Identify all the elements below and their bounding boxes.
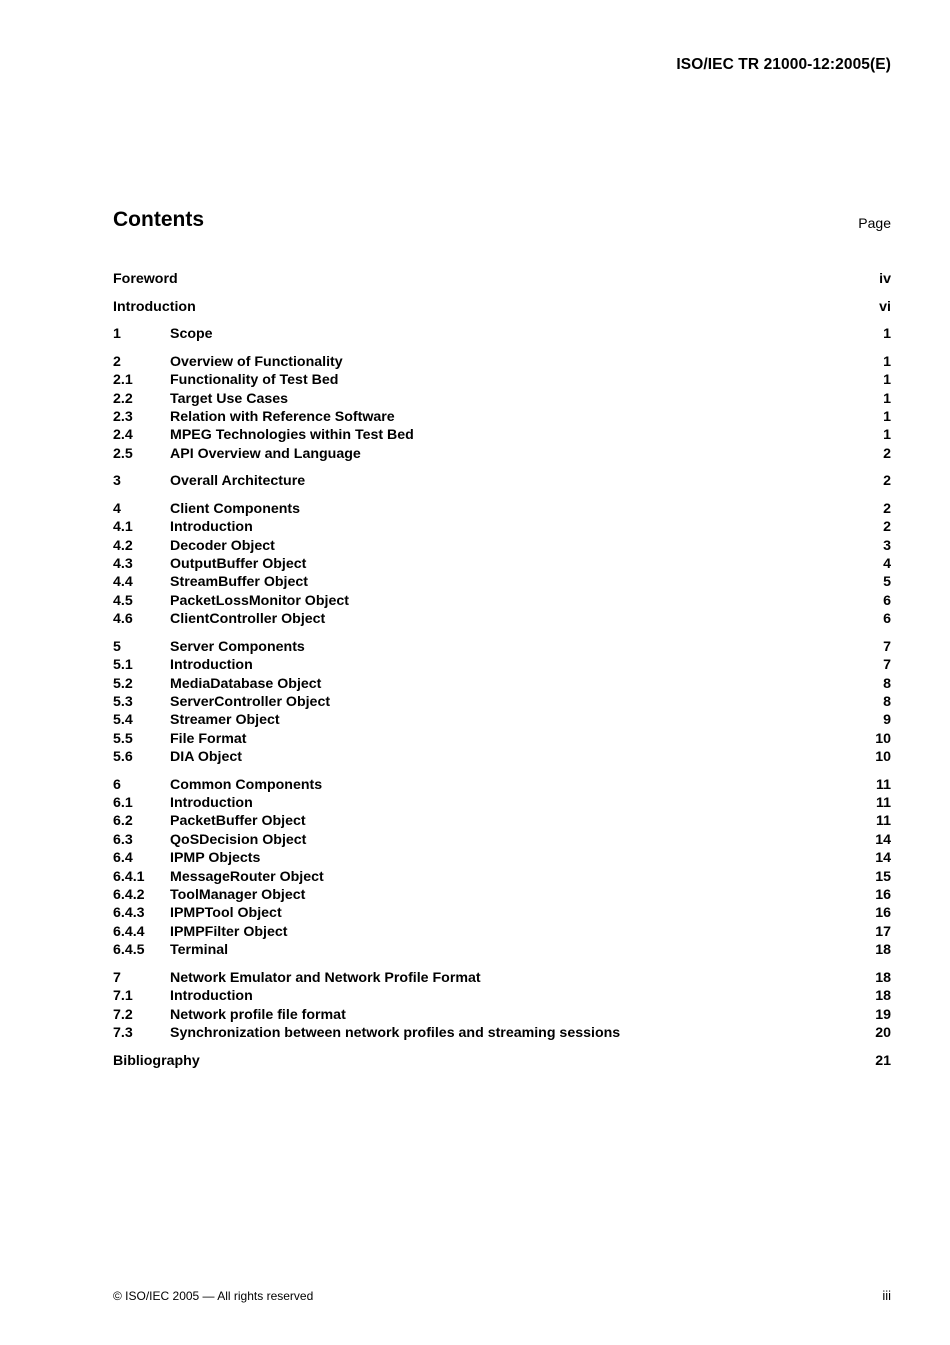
toc-entry-page: 2 xyxy=(883,519,891,536)
toc-entry[interactable] xyxy=(113,472,891,490)
toc-entry-number: 5 xyxy=(113,638,121,655)
toc-entry[interactable] xyxy=(113,675,891,693)
toc-entry[interactable] xyxy=(113,270,891,288)
toc-entry-title: Network profile file format xyxy=(170,1006,346,1023)
toc-entry-number: 5.2 xyxy=(113,675,133,692)
table-of-contents xyxy=(113,270,891,1070)
toc-entry-title: PacketLossMonitor Object xyxy=(170,592,349,609)
toc-entry-page: 11 xyxy=(876,813,891,830)
toc-entry-title: IPMPFilter Object xyxy=(170,923,288,940)
toc-entry-page: 18 xyxy=(875,988,891,1005)
toc-entry-title: API Overview and Language xyxy=(170,445,361,462)
toc-entry-number: 7.2 xyxy=(113,1006,133,1023)
toc-entry-title: MessageRouter Object xyxy=(170,868,324,885)
toc-entry-title: Network Emulator and Network Profile Format xyxy=(170,969,481,986)
toc-entry-title: Common Components xyxy=(170,776,323,793)
toc-entry[interactable] xyxy=(113,1024,891,1042)
toc-entry[interactable] xyxy=(113,831,891,849)
toc-entry-number: 4.1 xyxy=(113,519,133,536)
toc-entry[interactable] xyxy=(113,969,891,987)
toc-entry-page: 18 xyxy=(875,942,891,959)
toc-entry[interactable] xyxy=(113,610,891,628)
toc-entry-title: Introduction xyxy=(170,988,253,1005)
toc-entry-title: ToolManager Object xyxy=(170,887,306,904)
toc-entry-title: Terminal xyxy=(170,942,229,959)
toc-entry-page: 1 xyxy=(883,326,891,343)
toc-entry[interactable] xyxy=(113,390,891,408)
toc-entry[interactable] xyxy=(113,426,891,444)
toc-entry-title: Overall Architecture xyxy=(170,473,306,490)
toc-entry-title: Target Use Cases xyxy=(170,390,289,407)
footer-page-number: iii xyxy=(882,1288,891,1303)
toc-entry-title: Introduction xyxy=(170,795,253,812)
toc-entry-title: Relation with Reference Software xyxy=(170,408,395,425)
toc-entry-page: 2 xyxy=(883,445,891,462)
toc-entry[interactable] xyxy=(113,711,891,729)
toc-entry[interactable] xyxy=(113,923,891,941)
toc-entry-title: DIA Object xyxy=(170,749,242,766)
toc-entry-number: 5.3 xyxy=(113,693,133,710)
toc-entry-title: Overview of Functionality xyxy=(170,353,343,370)
toc-entry-page: 14 xyxy=(875,850,891,867)
toc-entry-title: Client Components xyxy=(170,500,301,517)
toc-entry-page: 7 xyxy=(883,657,891,674)
toc-entry[interactable] xyxy=(113,904,891,922)
toc-entry-title: StreamBuffer Object xyxy=(170,574,308,591)
toc-entry-page: 20 xyxy=(875,1024,891,1041)
toc-entry-page: 8 xyxy=(883,693,891,710)
toc-entry-number: 7 xyxy=(113,969,121,986)
toc-entry[interactable] xyxy=(113,537,891,555)
toc-entry-page: 16 xyxy=(875,887,891,904)
toc-entry-page: 21 xyxy=(875,1052,891,1069)
toc-entry-title: IPMP Objects xyxy=(170,850,261,867)
toc-entry-page: 1 xyxy=(883,372,891,389)
toc-entry-page: 18 xyxy=(875,969,891,986)
toc-entry[interactable] xyxy=(113,1052,891,1070)
toc-entry-page: 4 xyxy=(883,556,891,573)
toc-entry-page: 14 xyxy=(875,831,891,848)
toc-entry-page: iv xyxy=(879,271,891,287)
toc-entry-page: 10 xyxy=(875,749,891,766)
toc-entry-number: 5.4 xyxy=(113,712,133,729)
toc-entry[interactable] xyxy=(113,693,891,711)
toc-entry-number: 2.4 xyxy=(113,427,133,444)
toc-entry-number: 2.1 xyxy=(113,372,133,389)
toc-entry-title: Streamer Object xyxy=(170,712,280,729)
toc-entry-page: 5 xyxy=(883,574,891,591)
toc-entry-page: 17 xyxy=(875,923,891,940)
toc-entry-number: 4.6 xyxy=(113,611,133,628)
toc-entry-number: 2.5 xyxy=(113,445,133,462)
toc-entry-page: 9 xyxy=(883,712,891,729)
toc-entry-number: 7.1 xyxy=(113,988,133,1005)
toc-entry-number: 3 xyxy=(113,473,121,490)
toc-entry-title: Introduction xyxy=(170,519,253,536)
toc-entry[interactable] xyxy=(113,849,891,867)
footer-copyright: © ISO/IEC 2005 — All rights reserved xyxy=(113,1289,314,1303)
toc-entry-number: 5.5 xyxy=(113,730,133,747)
toc-entry-page: 16 xyxy=(875,905,891,922)
toc-entry-page: 15 xyxy=(875,868,891,885)
toc-entry[interactable] xyxy=(113,812,891,830)
toc-entry-page: 6 xyxy=(883,592,891,609)
toc-entry[interactable] xyxy=(113,353,891,371)
toc-entry-number: 1 xyxy=(113,326,121,343)
toc-entry-page: 19 xyxy=(875,1006,891,1023)
toc-entry[interactable] xyxy=(113,371,891,389)
toc-entry-number: 5.1 xyxy=(113,657,133,674)
toc-entry-title: File Format xyxy=(170,730,247,747)
toc-entry[interactable] xyxy=(113,518,891,536)
toc-entry-number: 4.5 xyxy=(113,592,133,609)
toc-entry-page: 8 xyxy=(883,675,891,692)
toc-entry-number: 6.4.2 xyxy=(113,887,145,904)
toc-entry-title: Introduction xyxy=(170,657,253,674)
toc-entry[interactable] xyxy=(113,408,891,426)
toc-entry[interactable] xyxy=(113,730,891,748)
toc-entry[interactable] xyxy=(113,941,891,959)
toc-entry-title: Bibliography xyxy=(113,1052,200,1069)
toc-entry-title: Foreword xyxy=(113,271,178,287)
toc-entry-number: 6.4.3 xyxy=(113,905,145,922)
toc-entry-number: 2.3 xyxy=(113,408,133,425)
toc-entry-number: 4.2 xyxy=(113,537,133,554)
toc-entry[interactable] xyxy=(113,638,891,656)
toc-entry-number: 6.2 xyxy=(113,813,133,830)
toc-entry[interactable] xyxy=(113,325,891,343)
toc-entry-number: 2 xyxy=(113,353,121,370)
toc-entry-page: 6 xyxy=(883,611,891,628)
toc-entry[interactable] xyxy=(113,1006,891,1024)
toc-entry-number: 6.1 xyxy=(113,795,133,812)
toc-entry[interactable] xyxy=(113,573,891,591)
toc-entry-page: 1 xyxy=(883,390,891,407)
document-identifier: ISO/IEC TR 21000-12:2005(E) xyxy=(676,56,891,73)
toc-entry[interactable] xyxy=(113,656,891,674)
toc-entry-number: 6.4 xyxy=(113,850,133,867)
toc-entry-number: 6.4.5 xyxy=(113,942,145,959)
toc-entry-number: 4.4 xyxy=(113,574,133,591)
toc-entry-page: 11 xyxy=(876,776,891,793)
toc-entry-number: 2.2 xyxy=(113,390,133,407)
toc-entry-title: IPMPTool Object xyxy=(170,905,282,922)
toc-entry-title: Functionality of Test Bed xyxy=(170,372,339,389)
page-column-label: Page xyxy=(858,215,891,231)
toc-entry[interactable] xyxy=(113,868,891,886)
toc-entry-page: 2 xyxy=(883,500,891,517)
toc-entry-title: Synchronization between network profiles and streaming sessions xyxy=(170,1024,621,1041)
toc-entry[interactable] xyxy=(113,298,891,316)
toc-entry[interactable] xyxy=(113,886,891,904)
contents-heading: Contents xyxy=(113,208,204,231)
toc-entry-number: 6.4.1 xyxy=(113,868,145,885)
toc-entry-page: 2 xyxy=(883,473,891,490)
toc-entry[interactable] xyxy=(113,445,891,463)
toc-entry[interactable] xyxy=(113,500,891,518)
toc-entry-title: QoSDecision Object xyxy=(170,831,307,848)
toc-entry-title: OutputBuffer Object xyxy=(170,556,307,573)
toc-entry[interactable] xyxy=(113,555,891,573)
toc-entry[interactable] xyxy=(113,987,891,1005)
toc-entry-number: 4.3 xyxy=(113,556,133,573)
toc-entry-title: ClientController Object xyxy=(170,611,326,628)
toc-entry-title: Server Components xyxy=(170,638,305,655)
toc-entry-title: Introduction xyxy=(113,298,196,315)
toc-entry-page: 1 xyxy=(883,353,891,370)
toc-entry-number: 6.3 xyxy=(113,831,133,848)
toc-entry-title: MediaDatabase Object xyxy=(170,675,322,692)
toc-entry-page: 3 xyxy=(883,537,891,554)
toc-entry-page: 10 xyxy=(875,730,891,747)
toc-entry-number: 6 xyxy=(113,776,121,793)
toc-entry-title: Scope xyxy=(170,326,213,343)
toc-entry[interactable] xyxy=(113,748,891,766)
toc-entry[interactable] xyxy=(113,592,891,610)
toc-entry-page: 1 xyxy=(883,427,891,444)
toc-entry-page: 11 xyxy=(876,795,891,812)
toc-entry-number: 4 xyxy=(113,500,121,517)
toc-entry[interactable] xyxy=(113,794,891,812)
toc-entry-number: 5.6 xyxy=(113,749,133,766)
toc-entry[interactable] xyxy=(113,776,891,794)
toc-entry-title: ServerController Object xyxy=(170,693,331,710)
toc-entry-title: Decoder Object xyxy=(170,537,275,554)
toc-entry-title: PacketBuffer Object xyxy=(170,813,306,830)
toc-entry-page: 1 xyxy=(883,408,891,425)
toc-entry-title: MPEG Technologies within Test Bed xyxy=(170,427,414,444)
toc-entry-page: 7 xyxy=(883,638,891,655)
toc-entry-page: vi xyxy=(879,298,891,315)
toc-entry-number: 7.3 xyxy=(113,1024,133,1041)
toc-entry-number: 6.4.4 xyxy=(113,923,145,940)
